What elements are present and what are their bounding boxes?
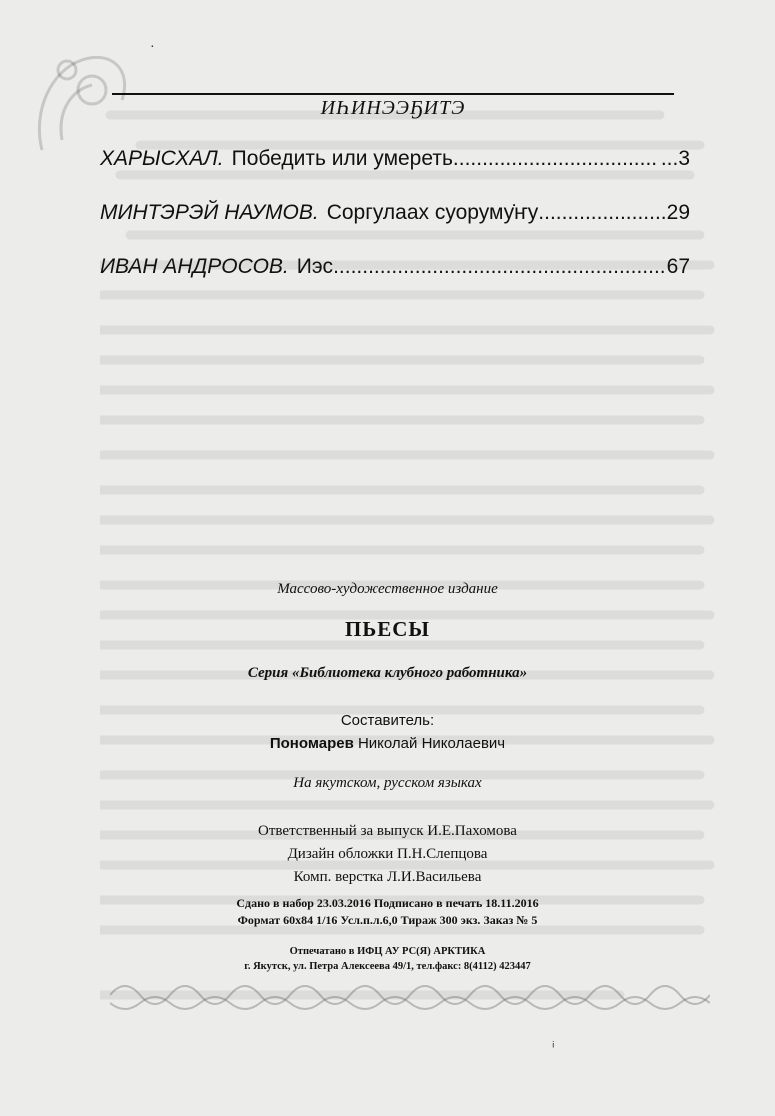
printer-info-line: г. Якутск, ул. Петра Алексеева 49/1, тел.факс: 8(4112) 423447 xyxy=(244,961,531,972)
ornament-band xyxy=(110,975,710,1015)
languages-line: На якутском, русском языках xyxy=(293,775,482,791)
credit-line: Ответственный за выпуск И.Е.Пахомова xyxy=(258,823,517,839)
printer-info-line: Отпечатано в ИФЦ АУ РС(Я) АРКТИКА xyxy=(289,946,486,957)
toc-author: ХАРЫСХАЛ. xyxy=(100,147,224,170)
toc-page-number: ...3 xyxy=(660,147,690,170)
toc-title: Соргулаах суоруму̇ҥу xyxy=(326,201,539,224)
toc-author: МИНТЭРЭЙ НАУМОВ. xyxy=(100,201,319,224)
credits-block xyxy=(0,820,775,889)
toc-author: ИВАН АНДРОСОВ. xyxy=(100,255,289,278)
compiler-surname: Пономарев xyxy=(269,735,354,752)
toc-page-number: 29 xyxy=(666,201,690,224)
compiler-name xyxy=(0,735,775,752)
contents-top-rule xyxy=(112,93,674,95)
toc-title: Победить или умереть xyxy=(231,147,453,170)
print-info-line: Формат 60х84 1/16 Усл.п.л.6,0 Тираж 300 экз. Заказ № 5 xyxy=(237,913,538,927)
print-info-block xyxy=(0,895,775,929)
contents-heading: ИҺИНЭЭҔИТЭ xyxy=(320,97,466,119)
stray-mark: · xyxy=(150,40,155,55)
table-of-contents xyxy=(92,93,716,120)
toc-leader-dots xyxy=(453,147,659,171)
stray-mark: ⁱ xyxy=(552,1041,555,1056)
toc-entry xyxy=(100,147,690,171)
credit-line: Комп. верстка Л.И.Васильева xyxy=(293,869,482,885)
compiler-given-names: Николай Николаевич xyxy=(357,735,506,752)
toc-leader-dots xyxy=(538,201,664,225)
compiler-label: Составитель: xyxy=(340,712,435,729)
printer-info-block xyxy=(0,944,775,974)
print-info-line: Сдано в набор 23.03.2016 Подписано в печать 18.11.2016 xyxy=(236,896,539,910)
toc-leader-dots xyxy=(333,255,665,279)
credit-line: Дизайн обложки П.Н.Слепцова xyxy=(287,846,488,862)
toc-page-number: 67 xyxy=(666,255,690,278)
toc-title: Иэс xyxy=(296,255,334,278)
book-title: ПЬЕСЫ xyxy=(344,617,430,641)
edition-type: Массово-художественное издание xyxy=(277,581,498,597)
toc-entry xyxy=(100,255,690,279)
toc-entry xyxy=(100,201,690,225)
series-line: Серия «Библиотека клубного работника» xyxy=(247,665,528,681)
